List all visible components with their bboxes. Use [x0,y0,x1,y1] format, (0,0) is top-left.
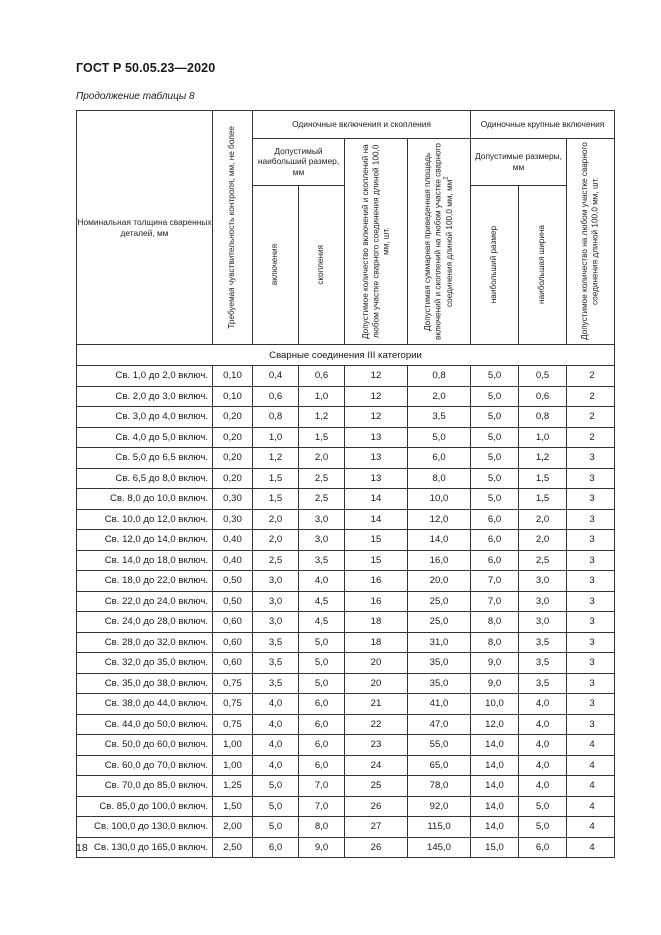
table-cell: 2 [567,386,615,407]
table-cell: 5,0 [519,796,567,817]
table-cell: 5,0 [471,386,519,407]
table-cell: 3 [567,489,615,510]
table-cell: 3 [567,509,615,530]
table-cell: 1,50 [213,796,253,817]
tolerance-table [76,110,615,858]
table-cell: 115,0 [408,817,471,838]
table-cell: 6,0 [471,509,519,530]
table-cell: 1,00 [213,735,253,756]
table-cell: 5,0 [471,407,519,428]
table-cell: 35,0 [408,653,471,674]
table-cell: 10,0 [471,694,519,715]
table-cell: Св. 70,0 до 85,0 включ. [77,776,213,797]
table-cell: 20 [345,653,408,674]
table-cell: 3 [567,448,615,469]
table-cell: 20 [345,673,408,694]
table-cell: 0,8 [253,407,299,428]
table-cell: 5,0 [299,632,345,653]
header-allowed-count: Допустимое количество включений и скоплений на любом участке сварного соединения длиной 100,0 мм, шт. [345,139,408,345]
table-cell: 3 [567,653,615,674]
table-row [77,489,615,510]
table-cell: 7,0 [471,591,519,612]
table-cell: 3,0 [299,530,345,551]
table-cell: 0,50 [213,571,253,592]
table-cell: 3,0 [519,612,567,633]
table-row [77,366,615,387]
table-cell: 4,0 [519,776,567,797]
table-cell: 0,10 [213,386,253,407]
table-cell: 3,5 [519,632,567,653]
table-cell: 9,0 [471,653,519,674]
table-cell: 65,0 [408,755,471,776]
table-cell: 22 [345,714,408,735]
table-row [77,694,615,715]
table-row [77,796,615,817]
table-cell: 5,0 [519,817,567,838]
header-single-inclusions-group: Одиночные включения и скопления [253,111,471,139]
table-row [77,530,615,551]
table-cell: 1,2 [253,448,299,469]
table-cell: 1,5 [519,489,567,510]
table-cell: 15 [345,530,408,551]
table-cell: Св. 2,0 до 3,0 включ. [77,386,213,407]
table-row [77,755,615,776]
table-cell: 0,40 [213,530,253,551]
header-clusters: скопления [299,185,345,344]
table-cell: 3 [567,550,615,571]
table-cell: 14,0 [471,776,519,797]
table-cell: 2,0 [519,509,567,530]
header-thickness: Номинальная толщина сваренных деталей, мм [77,111,213,345]
table-cell: 3,0 [253,591,299,612]
table-cell: 0,75 [213,714,253,735]
table-cell: 2 [567,427,615,448]
table-cell: 4,0 [519,694,567,715]
table-cell: 1,5 [253,468,299,489]
table-cell: 12 [345,407,408,428]
table-row [77,571,615,592]
table-cell: Св. 18,0 до 22,0 включ. [77,571,213,592]
table-cell: 2 [567,407,615,428]
table-cell: 0,30 [213,489,253,510]
table-cell: 5,0 [253,817,299,838]
table-cell: 3 [567,632,615,653]
table-row [77,776,615,797]
table-cell: 14,0 [408,530,471,551]
table-cell: 5,0 [471,489,519,510]
table-cell: 6,0 [299,755,345,776]
table-cell: Св. 1,0 до 2,0 включ. [77,366,213,387]
table-cell: 0,60 [213,632,253,653]
table-cell: 1,5 [253,489,299,510]
table-cell: 14 [345,509,408,530]
table-cell: 0,6 [253,386,299,407]
table-cell: 4,0 [253,694,299,715]
table-cell: 0,50 [213,591,253,612]
table-cell: 4 [567,796,615,817]
table-cell: Св. 6,5 до 8,0 включ. [77,468,213,489]
table-cell: 12,0 [471,714,519,735]
table-cell: 14 [345,489,408,510]
table-cell: 0,4 [253,366,299,387]
table-cell: 0,40 [213,550,253,571]
table-row [77,468,615,489]
table-cell: 4 [567,817,615,838]
table-cell: 6,0 [299,714,345,735]
table-cell: 3 [567,694,615,715]
table-cell: 8,0 [299,817,345,838]
table-cell: 3 [567,468,615,489]
table-cell: Св. 85,0 до 100,0 включ. [77,796,213,817]
table-cell: 26 [345,796,408,817]
table-cell: 0,6 [519,386,567,407]
table-row [77,427,615,448]
table-cell: 6,0 [519,837,567,858]
table-cell: 5,0 [408,427,471,448]
table-cell: 25,0 [408,612,471,633]
table-cell: 3 [567,530,615,551]
table-cell: 5,0 [471,366,519,387]
table-cell: Св. 100,0 до 130,0 включ. [77,817,213,838]
header-largest-size: наибольший размер [471,185,519,344]
table-row [77,612,615,633]
header-allowed-max-size: Допустимый наибольший размер, мм [253,139,345,186]
table-cell: 14,0 [471,735,519,756]
table-cell: 0,5 [519,366,567,387]
table-cell: 5,0 [253,796,299,817]
table-cell: Св. 24,0 до 28,0 включ. [77,612,213,633]
table-cell: 2,5 [253,550,299,571]
table-cell: 145,0 [408,837,471,858]
table-cell: 3 [567,714,615,735]
table-cell: 6,0 [299,735,345,756]
table-cell: 15 [345,550,408,571]
table-cell: Св. 44,0 до 50,0 включ. [77,714,213,735]
table-row [77,673,615,694]
table-cell: 8,0 [408,468,471,489]
table-cell: 4 [567,755,615,776]
table-continuation-caption: Продолжение таблицы 8 [76,91,195,102]
table-cell: 16 [345,591,408,612]
table-cell: 78,0 [408,776,471,797]
table-cell: 5,0 [299,673,345,694]
table-cell: 3,5 [253,653,299,674]
table-cell: 2,5 [299,489,345,510]
table-cell: 4,0 [299,571,345,592]
table-cell: Св. 22,0 до 24,0 включ. [77,591,213,612]
table-cell: Св. 50,0 до 60,0 включ. [77,735,213,756]
header-sensitivity: Требуемая чувствительность контроля, мм, не более [213,111,253,345]
table-cell: 2,0 [408,386,471,407]
table-cell: 15,0 [471,837,519,858]
table-cell: 8,0 [471,632,519,653]
table-row [77,735,615,756]
table-cell: 4,5 [299,612,345,633]
table-cell: 16 [345,571,408,592]
table-cell: 5,0 [471,468,519,489]
table-cell: 14,0 [471,796,519,817]
table-cell: 5,0 [471,427,519,448]
table-cell: 3,5 [253,673,299,694]
table-cell: 6,0 [408,448,471,469]
table-cell: 3,5 [299,550,345,571]
table-cell: 1,2 [299,407,345,428]
table-cell: 0,30 [213,509,253,530]
table-cell: 2,5 [299,468,345,489]
table-cell: 4 [567,776,615,797]
table-cell: 12,0 [408,509,471,530]
table-row [77,550,615,571]
table-cell: 14,0 [471,755,519,776]
table-cell: 8,0 [471,612,519,633]
table-cell: Св. 8,0 до 10,0 включ. [77,489,213,510]
table-cell: 1,0 [299,386,345,407]
table-cell: 3 [567,673,615,694]
table-cell: 0,75 [213,673,253,694]
table-cell: 1,25 [213,776,253,797]
table-cell: 1,2 [519,448,567,469]
table-cell: 10,0 [408,489,471,510]
table-cell: 3,0 [253,612,299,633]
table-cell: 9,0 [299,837,345,858]
table-cell: 55,0 [408,735,471,756]
table-cell: 4,0 [253,755,299,776]
table-row [77,837,615,858]
table-cell: 1,00 [213,755,253,776]
table-cell: 5,0 [471,448,519,469]
table-row [77,632,615,653]
table-cell: Св. 12,0 до 14,0 включ. [77,530,213,551]
table-cell: Св. 4,0 до 5,0 включ. [77,427,213,448]
document-title: ГОСТ Р 50.05.23—2020 [76,61,216,75]
table-cell: Св. 60,0 до 70,0 включ. [77,755,213,776]
table-cell: 16,0 [408,550,471,571]
table-cell: Св. 14,0 до 18,0 включ. [77,550,213,571]
table-cell: 0,20 [213,468,253,489]
table-cell: 5,0 [299,653,345,674]
table-row [77,653,615,674]
table-cell: 0,60 [213,612,253,633]
table-cell: 4,0 [519,735,567,756]
table-cell: 1,0 [519,427,567,448]
table-cell: 2,00 [213,817,253,838]
table-cell: 2,0 [299,448,345,469]
table-cell: 14,0 [471,817,519,838]
table-cell: 2,0 [519,530,567,551]
table-cell: Св. 28,0 до 32,0 включ. [77,632,213,653]
table-row [77,817,615,838]
table-cell: 3,5 [519,653,567,674]
table-cell: 27 [345,817,408,838]
table-cell: 3,0 [253,571,299,592]
table-cell: 3,5 [519,673,567,694]
table-cell: 0,20 [213,407,253,428]
table-cell: 31,0 [408,632,471,653]
table-cell: 0,20 [213,427,253,448]
table-cell: Св. 130,0 до 165,0 включ. [77,837,213,858]
table-cell: 7,0 [299,796,345,817]
table-cell: 4,0 [519,714,567,735]
table-row [77,591,615,612]
table-cell: Св. 38,0 до 44,0 включ. [77,694,213,715]
table-cell: 4,0 [253,735,299,756]
table-cell: 0,10 [213,366,253,387]
table-cell: 4 [567,837,615,858]
table-cell: 25,0 [408,591,471,612]
table-cell: 26 [345,837,408,858]
table-cell: Св. 5,0 до 6,5 включ. [77,448,213,469]
table-cell: Св. 10,0 до 12,0 включ. [77,509,213,530]
area-exponent: 2 [443,176,450,180]
table-cell: 0,8 [408,366,471,387]
table-cell: 0,75 [213,694,253,715]
table-cell: 25 [345,776,408,797]
table-cell: 4,0 [253,714,299,735]
table-cell: 0,8 [519,407,567,428]
table-cell: 3 [567,591,615,612]
table-cell: 41,0 [408,694,471,715]
table-cell: 13 [345,427,408,448]
table-cell: 3,0 [519,571,567,592]
table-cell: 2 [567,366,615,387]
header-large-inclusions-group: Одиночные крупные включения [471,111,615,139]
table-cell: 3 [567,571,615,592]
table-cell: 12 [345,366,408,387]
table-cell: 18 [345,612,408,633]
table-cell: 18 [345,632,408,653]
table-cell: Св. 3,0 до 4,0 включ. [77,407,213,428]
table-cell: 47,0 [408,714,471,735]
table-cell: 6,0 [253,837,299,858]
header-allowed-sizes: Допустимые размеры, мм [471,139,567,186]
table-cell: 3,5 [408,407,471,428]
table-cell: 3,5 [253,632,299,653]
table-cell: 23 [345,735,408,756]
table-cell: 7,0 [471,571,519,592]
table-cell: 24 [345,755,408,776]
section-title: Сварные соединения III категории [77,345,615,366]
table-cell: 2,50 [213,837,253,858]
table-cell: 1,5 [299,427,345,448]
table-cell: 3,0 [519,591,567,612]
table-cell: 4 [567,735,615,756]
table-cell: 3,0 [299,509,345,530]
table-cell: 4,5 [299,591,345,612]
page-number: 18 [76,842,88,854]
table-cell: 2,0 [253,530,299,551]
header-largest-width: наибольшая ширина [519,185,567,344]
table-row [77,509,615,530]
table-cell: Св. 32,0 до 35,0 включ. [77,653,213,674]
table-cell: Св. 35,0 до 38,0 включ. [77,673,213,694]
table-row [77,386,615,407]
table-cell: 13 [345,448,408,469]
table-cell: 20,0 [408,571,471,592]
table-cell: 7,0 [299,776,345,797]
table-cell: 12 [345,386,408,407]
table-cell: 4,0 [519,755,567,776]
table-cell: 13 [345,468,408,489]
header-inclusions: включения [253,185,299,344]
table-cell: 3 [567,612,615,633]
table-cell: 2,0 [253,509,299,530]
table-row [77,714,615,735]
table-row [77,448,615,469]
table-cell: 6,0 [299,694,345,715]
table-cell: 0,60 [213,653,253,674]
table-cell: 0,6 [299,366,345,387]
table-cell: 1,5 [519,468,567,489]
table-cell: 6,0 [471,550,519,571]
header-allowed-count-large: Допустимое количество на любом участке сварного соединения длиной 100,0 мм, шт. [567,139,615,345]
header-allowed-total-area: Допустимая суммарная приведенная площадь включений и скоплений на любом участке сварного соединения длиной 100,0 мм, $мм^2$ [408,139,471,345]
table-cell: 9,0 [471,673,519,694]
table-cell: 0,20 [213,448,253,469]
table-row [77,407,615,428]
table-cell: 2,5 [519,550,567,571]
table-cell: 21 [345,694,408,715]
table-cell: 6,0 [471,530,519,551]
table-cell: 92,0 [408,796,471,817]
table-cell: 5,0 [253,776,299,797]
table-cell: 1,0 [253,427,299,448]
table-cell: 35,0 [408,673,471,694]
